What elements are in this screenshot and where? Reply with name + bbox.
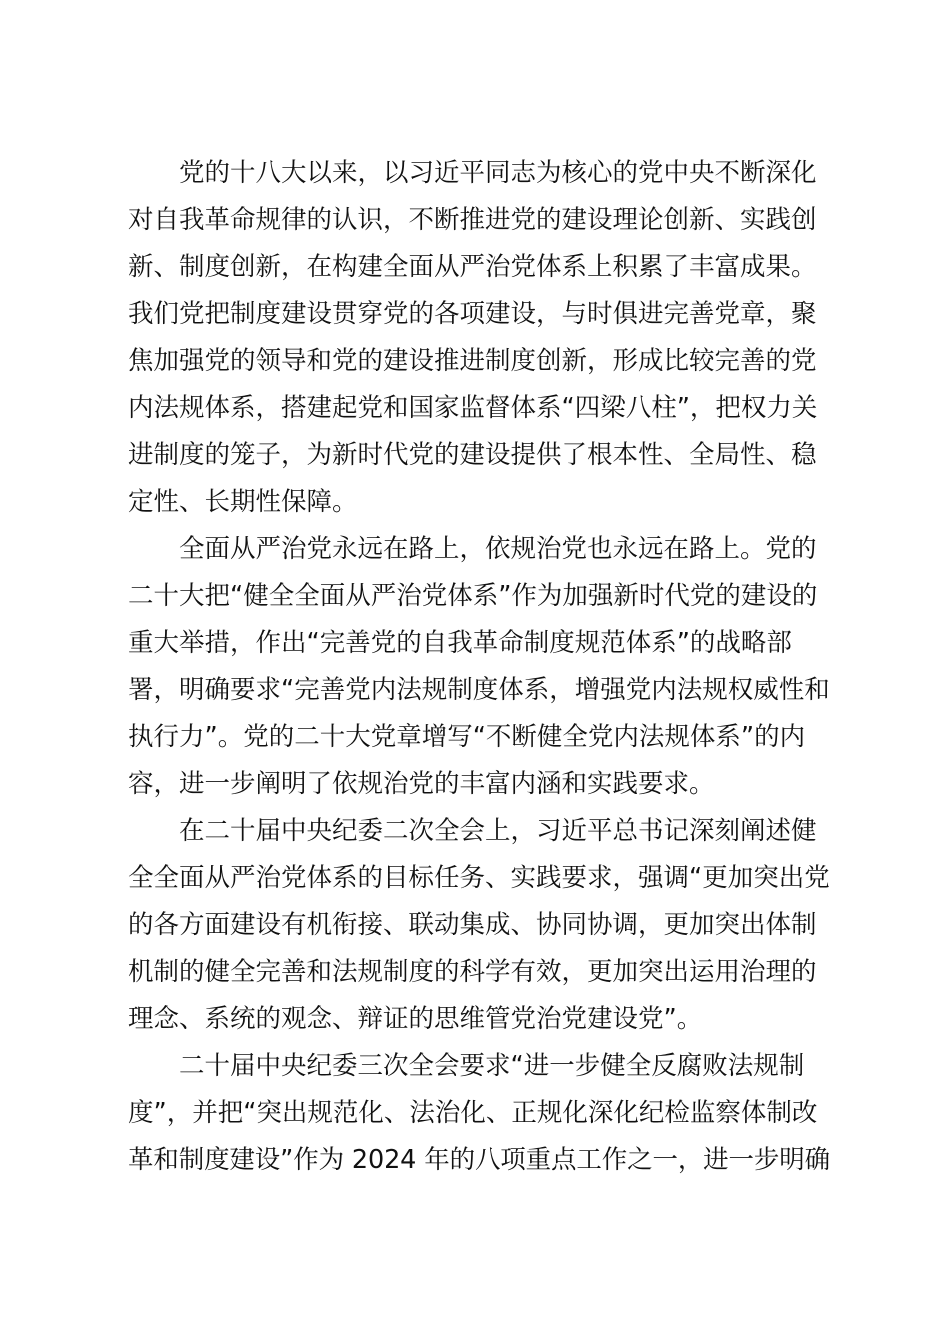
text-line: 容，进一步阐明了依规治党的丰富内涵和实践要求。 [128, 769, 715, 799]
text-line: 定性、长期性保障。 [128, 487, 358, 517]
text-line: 对自我革命规律的认识，不断推进党的建设理论创新、实践创 [128, 205, 817, 235]
text-line: 革和制度建设”作为 2024 年的八项重点工作之一，进一步明确 [128, 1145, 830, 1175]
text-line: 新、制度创新，在构建全面从严治党体系上积累了丰富成果。 [128, 252, 817, 282]
body-text [128, 150, 830, 1184]
text-line: 重大举措，作出“完善党的自我革命制度规范体系”的战略部 [128, 628, 792, 658]
text-line: 进制度的笼子，为新时代党的建设提供了根本性、全局性、稳 [128, 440, 817, 470]
text-line: 执行力”。党的二十大党章增写“不断健全党内法规体系”的内 [128, 722, 806, 752]
text-line: 理念、系统的观念、辩证的思维管党治党建设党”。 [128, 1004, 703, 1034]
text-line: 全全面从严治党体系的目标任务、实践要求，强调“更加突出党 [128, 863, 830, 893]
paragraph-3 [128, 808, 830, 1043]
text-line: 党的十八大以来，以习近平同志为核心的党中央不断深化 [179, 158, 817, 188]
text-line: 署，明确要求“完善党内法规制度体系，增强党内法规权威性和 [128, 675, 830, 705]
text-line: 在二十届中央纪委二次全会上，习近平总书记深刻阐述健 [179, 816, 817, 846]
paragraph-1 [128, 150, 830, 526]
text-line: 我们党把制度建设贯穿党的各项建设，与时俱进完善党章，聚 [128, 299, 817, 329]
text-line: 度”，并把“突出规范化、法治化、正规化深化纪检监察体制改 [128, 1098, 818, 1128]
paragraph-4 [128, 1043, 830, 1184]
text-line: 二十大把“健全全面从严治党体系”作为加强新时代党的建设的 [128, 581, 818, 611]
text-line: 的各方面建设有机衔接、联动集成、协同协调，更加突出体制 [128, 910, 817, 940]
text-line: 二十届中央纪委三次全会要求“进一步健全反腐败法规制 [179, 1051, 805, 1081]
text-line: 机制的健全完善和法规制度的科学有效，更加突出运用治理的 [128, 957, 817, 987]
text-line: 焦加强党的领导和党的建设推进制度创新，形成比较完善的党 [128, 346, 817, 376]
text-line: 全面从严治党永远在路上，依规治党也永远在路上。党的 [179, 534, 817, 564]
paragraph-2 [128, 526, 830, 808]
text-line: 内法规体系，搭建起党和国家监督体系“四梁八柱”，把权力关 [128, 393, 818, 423]
